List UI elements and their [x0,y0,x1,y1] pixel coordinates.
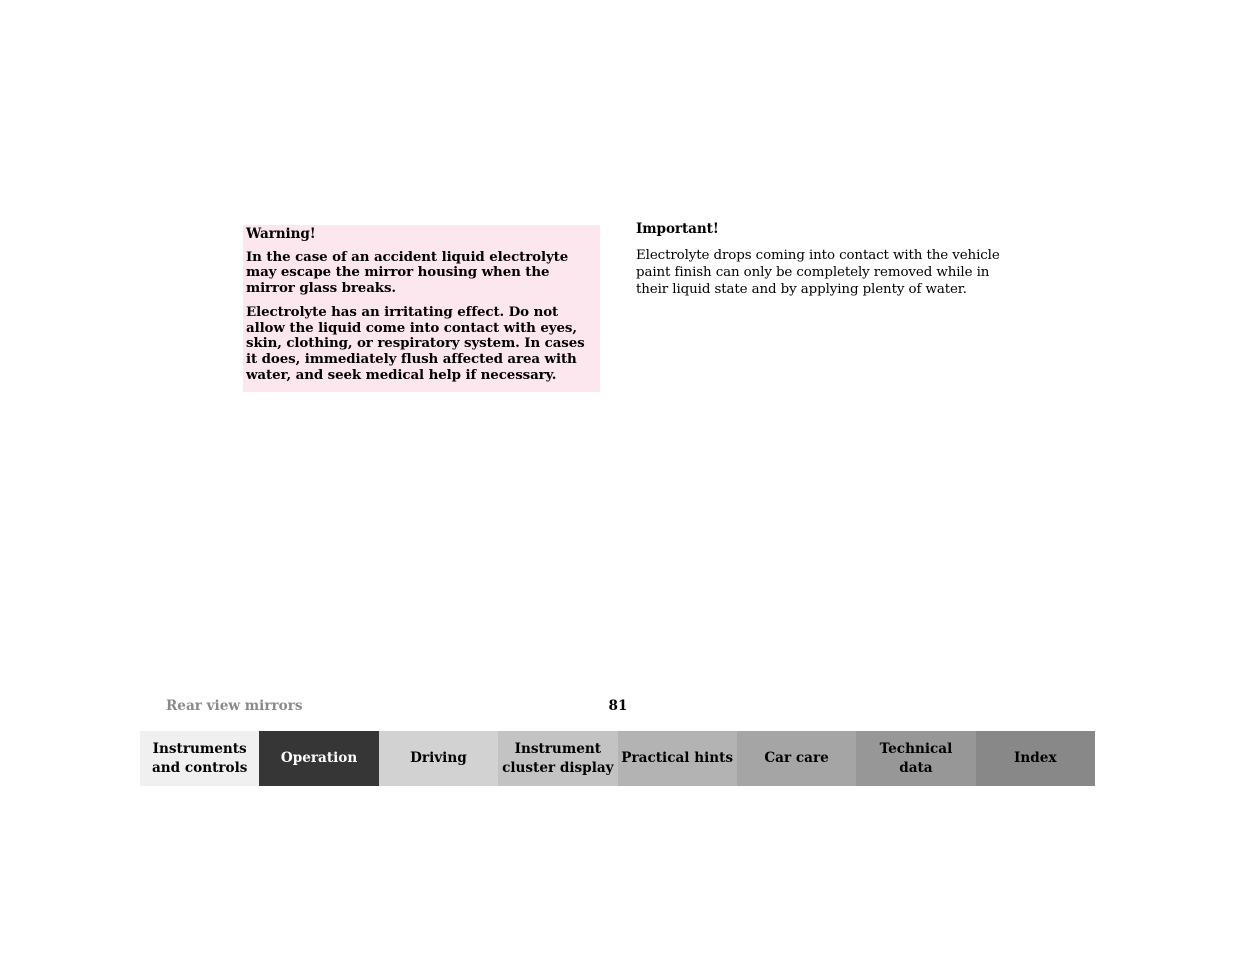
warning-box [243,225,600,392]
tab-instrument-cluster-display[interactable]: Instrument cluster display [498,731,617,786]
important-note [636,221,1001,298]
tab-practical-hints[interactable]: Practical hints [618,731,737,786]
tab-driving[interactable]: Driving [379,731,498,786]
important-text: Electrolyte drops coming into contact with the vehicle paint finish can only be completely removed while in their liquid state and by applying plenty of water. [636,248,1000,297]
tab-operation[interactable]: Operation [259,731,378,786]
warning-title: Warning! [246,226,316,242]
tab-index[interactable]: Index [976,731,1095,786]
tab-car-care[interactable]: Car care [737,731,856,786]
important-title: Important! [636,221,719,237]
tab-instruments-and-controls[interactable]: Instruments and controls [140,731,259,786]
warning-paragraph-2: Electrolyte has an irritating effect. Do not allow the liquid come into contact with eyes, skin, clothing, or respiratory system. In cases it does, immediately flush affected area with water, and seek medical help if necessary. [246,303,585,383]
tab-technical-data[interactable]: Technical data [856,731,975,786]
page-number: 81 [608,698,628,714]
section-name: Rear view mirrors [166,698,303,714]
chapter-navigation [140,731,1095,786]
warning-paragraph-1: In the case of an accident liquid electrolyte may escape the mirror housing when the mirror glass breaks. [246,248,569,297]
